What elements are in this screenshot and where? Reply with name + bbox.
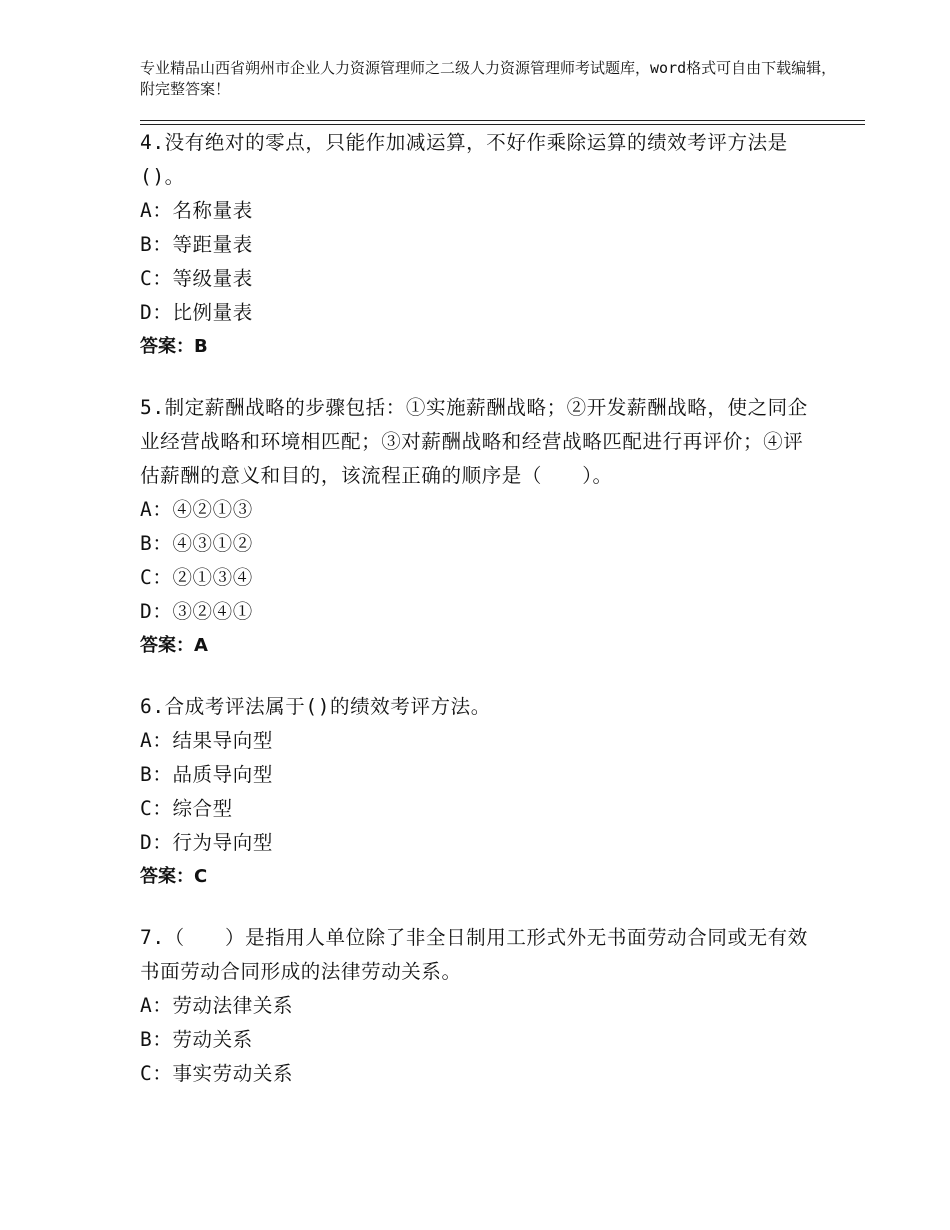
answer-label: 答案： [140,336,194,357]
option-d: D：行为导向型 [140,831,273,854]
answer-line [140,860,810,894]
option-b: B：④③①② [140,532,253,555]
option-b: B：劳动关系 [140,1028,253,1051]
answer-value: B [194,336,208,357]
answer-line [140,330,810,364]
question-stem: 4.没有绝对的零点，只能作加减运算，不好作乘除运算的绩效考评方法是()。 [140,131,788,188]
answer-value: C [194,866,208,887]
question-item [140,921,810,1091]
question-item [140,126,810,364]
option-b: B：品质导向型 [140,763,273,786]
answer-label: 答案： [140,866,194,887]
option-c: C：综合型 [140,797,233,820]
option-a: A：④②①③ [140,498,253,521]
document-header: 专业精品山西省朔州市企业人力资源管理师之二级人力资源管理师考试题库，word格式可自由下载编辑，附完整答案！ [140,59,837,98]
question-stem: 6.合成考评法属于()的绩效考评方法。 [140,695,491,718]
question-stem: 7.（ ）是指用人单位除了非全日制用工形式外无书面劳动合同或无有效书面劳动合同形成的法律劳动关系。 [140,926,808,983]
question-stem: 5.制定薪酬战略的步骤包括：①实施薪酬战略；②开发薪酬战略，使之同企业经营战略和环境相匹配；③对薪酬战略和经营战略匹配进行再评价；④评估薪酬的意义和目的，该流程正确的顺序是（ ）。 [140,396,808,487]
option-d: D：③②④① [140,600,253,623]
option-a: A：名称量表 [140,199,253,222]
question-item [140,690,810,894]
option-c: C：事实劳动关系 [140,1062,294,1085]
option-d: D：比例量表 [140,301,253,324]
option-c: C：等级量表 [140,267,253,290]
header-divider-bottom [140,124,865,125]
option-b: B：等距量表 [140,233,253,256]
answer-label: 答案： [140,635,194,656]
answer-line [140,629,810,663]
header-divider-top [140,120,865,121]
option-c: C：②①③④ [140,566,253,589]
answer-value: A [194,635,208,656]
option-a: A：劳动法律关系 [140,994,294,1017]
question-item [140,391,810,663]
question-list [140,126,810,1118]
option-a: A：结果导向型 [140,729,273,752]
